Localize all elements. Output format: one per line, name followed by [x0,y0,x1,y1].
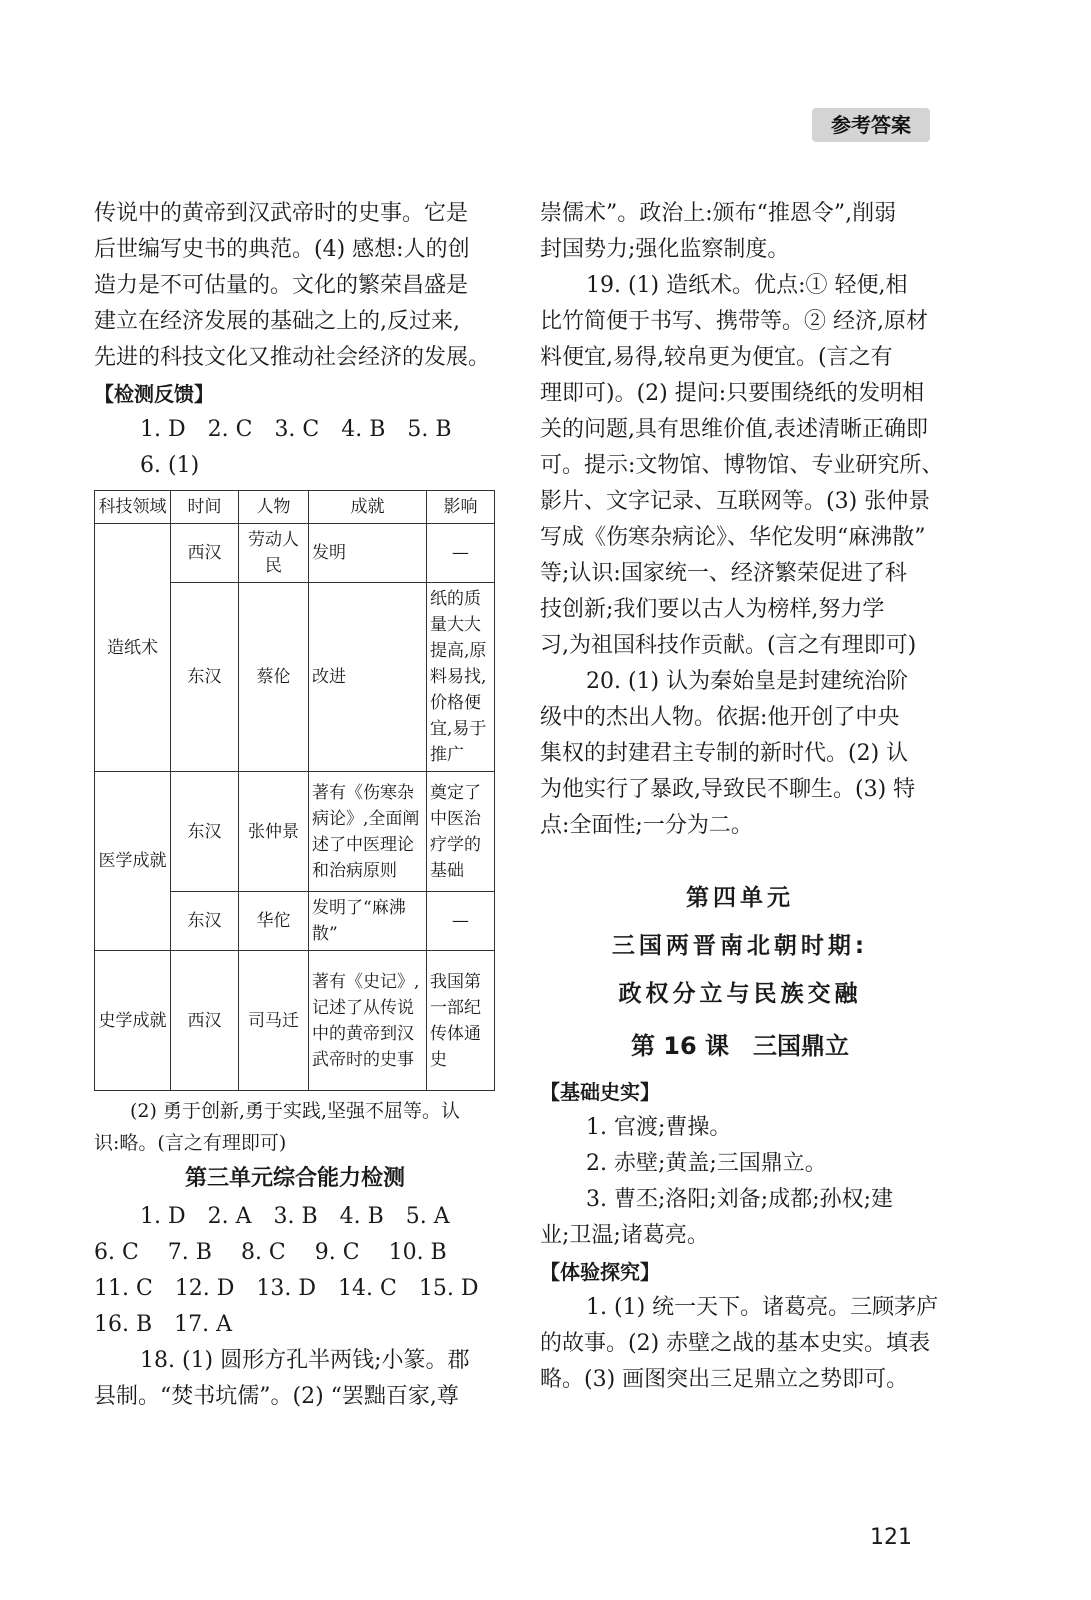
science-achievements-table [94,490,495,1091]
table-cell: 司马迁 [239,951,309,1091]
text-line: 建立在经济发展的基础之上的,反过来, [94,309,460,334]
text-line: 等;认识:国家统一、经济繁荣促进了科 [540,561,907,586]
answers-line: 6. C 7. B 8. C 9. C 10. B [94,1240,447,1265]
answer-key-tag: 参考答案 [812,108,930,142]
section-heading-feedback: 【检测反馈】 [94,382,214,406]
unit4-subtitle: 政权分立与民族交融 [618,981,862,1007]
table-cell: 华佗 [239,892,309,951]
table-row [95,951,495,1091]
text-line: 传说中的黄帝到汉武帝时的史事。它是 [94,201,469,226]
table-cell: 劳动人民 [239,524,309,583]
answers-line: 1. D 2. A 3. B 4. B 5. A [140,1204,450,1229]
table-cell: 著有《伤寒杂病论》,全面阐述了中医理论和治病原则 [309,772,427,892]
text-line: 县制。“焚书坑儒”。(2) “罢黜百家,尊 [94,1384,459,1409]
page-number: 121 [870,1525,912,1550]
header-cell: 人物 [239,491,309,524]
answers-line: 16. B 17. A [94,1312,233,1337]
table-cell: 蔡伦 [239,583,309,772]
table-header-row [95,491,495,524]
text-line: 1. (1) 统一天下。诸葛亮。三顾茅庐 [586,1295,939,1320]
text-line: 2. 赤壁;黄盖;三国鼎立。 [586,1151,827,1176]
text-line: 集权的封建君主专制的新时代。(2) 认 [540,741,909,766]
text-line: 业;卫温;诸葛亮。 [540,1223,709,1248]
text-line: 3. 曹丕;洛阳;刘备;成都;孙权;建 [586,1187,894,1212]
unit3-test-title: 第三单元综合能力检测 [184,1166,405,1191]
text-line: 造力是不可估量的。文化的繁荣昌盛是 [94,273,469,298]
table-cell: — [427,892,495,951]
table-cell: 西汉 [171,951,239,1091]
header-cell: 时间 [171,491,239,524]
text-line: 18. (1) 圆形方孔半两钱;小篆。郡 [140,1348,470,1373]
answers-line: 11. C 12. D 13. D 14. C 15. D [94,1276,479,1301]
text-line: 略。(3) 画图突出三足鼎立之势即可。 [540,1367,909,1392]
text-line: (2) 勇于创新,勇于实践,坚强不屈等。认 [130,1100,461,1122]
left-column [94,196,496,1415]
header-cell: 影响 [427,491,495,524]
table-cell: 东汉 [171,772,239,892]
field-cell: 医学成就 [95,772,171,951]
table-cell: 东汉 [171,583,239,772]
table-cell: 发明 [309,524,427,583]
header-cell: 成就 [309,491,427,524]
text-line: 的故事。(2) 赤壁之战的基本史实。填表 [540,1331,931,1356]
text-line: 19. (1) 造纸术。优点:① 轻便,相 [586,273,908,298]
section-heading-basic: 【基础史实】 [540,1080,660,1104]
table-cell: 东汉 [171,892,239,951]
text-line: 写成《伤寒杂病论》、华佗发明“麻沸散” [540,525,926,550]
text-line: 关的问题,具有思维价值,表述清晰正确即 [540,417,928,442]
table-cell: 改进 [309,583,427,772]
text-line: 点:全面性;一分为二。 [540,813,753,838]
table-cell: 我国第一部纪传体通史 [427,951,495,1091]
answers-1-5: 1. D 2. C 3. C 4. B 5. B [140,417,452,442]
unit4-title: 第四单元 [686,885,794,911]
text-line: 习,为祖国科技作贡献。(言之有理即可) [540,633,917,658]
text-line: 20. (1) 认为秦始皇是封建统治阶 [586,669,909,694]
question-6-label: 6. (1) [140,453,200,478]
right-column [540,196,944,1398]
text-line: 理即可)。(2) 提问:只要围绕纸的发明相 [540,381,925,406]
field-cell: 史学成就 [95,951,171,1091]
text-line: 技创新;我们要以古人为榜样,努力学 [540,597,885,622]
text-line: 崇儒术”。政治上:颁布“推恩令”,削弱 [540,201,897,226]
table-cell: — [427,524,495,583]
table-row [95,524,495,583]
text-line: 料便宜,易得,较帛更为便宜。(言之有 [540,345,893,370]
table-cell: 纸的质量大大提高,原料易找,价格便宜,易于推广 [427,583,495,772]
text-line: 先进的科技文化又推动社会经济的发展。 [94,345,491,370]
unit4-subtitle: 三国两晋南北朝时期: [611,933,869,959]
table-cell: 西汉 [171,524,239,583]
text-line: 为他实行了暴政,导致民不聊生。(3) 特 [540,777,916,802]
text-line: 可。提示:文物馆、博物馆、专业研究所、 [540,453,944,478]
text-line: 1. 官渡;曹操。 [586,1115,732,1140]
table-row [95,772,495,892]
field-cell: 造纸术 [95,524,171,772]
text-line: 识:略。(言之有理即可) [94,1132,287,1154]
text-line: 级中的杰出人物。依据:他开创了中央 [540,705,900,730]
text-line: 比竹简便于书写、携带等。② 经济,原材 [540,309,928,334]
header-cell: 科技领域 [95,491,171,524]
table-cell: 奠定了中医治疗学的基础 [427,772,495,892]
table-cell: 发明了“麻沸散” [309,892,427,951]
table-cell: 著有《史记》,记述了从传说中的黄帝到汉武帝时的史事 [309,951,427,1091]
lesson-title: 第 16 课 三国鼎立 [630,1032,850,1060]
text-line: 影片、文字记录、互联网等。(3) 张仲景 [540,489,931,514]
text-line: 后世编写史书的典范。(4) 感想:人的创 [94,237,470,262]
text-line: 封国势力;强化监察制度。 [540,237,790,262]
section-heading-explore: 【体验探究】 [540,1260,660,1284]
table-cell: 张仲景 [239,772,309,892]
